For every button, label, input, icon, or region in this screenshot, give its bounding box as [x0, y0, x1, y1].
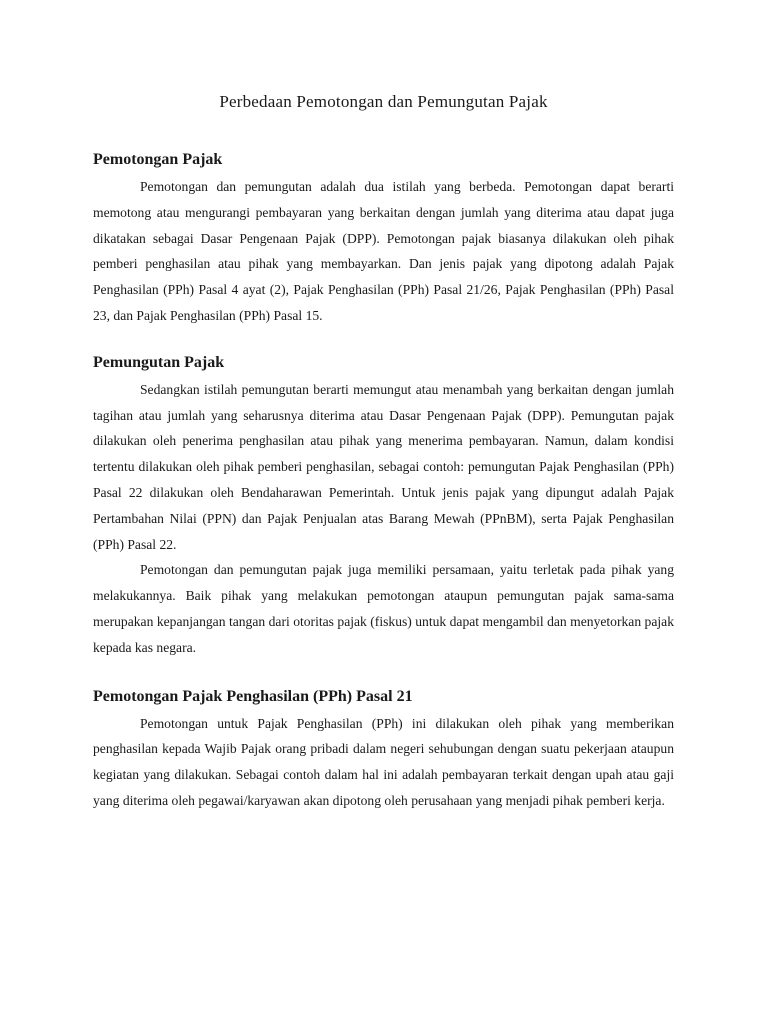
paragraph: Pemotongan untuk Pajak Penghasilan (PPh) ini dilakukan oleh pihak yang memberikan penghasilan kepada Wajib Pajak orang pribadi dalam negeri sehubungan dengan suatu pekerjaan ataupun kegiatan yang dilakukan. Sebagai contoh dalam hal ini adalah pembayaran terkait dengan upah atau gaji yang diterima oleh pegawai/karyawan akan dipotong oleh perusahaan yang menjadi pihak pemberi kerja. — [93, 715, 674, 808]
paragraph: Pemotongan dan pemungutan adalah dua istilah yang berbeda. Pemotongan dapat berarti memotong atau mengurangi pembayaran yang berkaitan dengan jumlah yang diterima atau dapat juga dikatakan sebagai Dasar Pengenaan Pajak (DPP). Pemotongan pajak biasanya dilakukan oleh pihak pemberi penghasilan atau pihak yang membayarkan. Dan jenis pajak yang dipotong adalah Pajak Penghasilan (PPh) Pasal 4 ayat (2), Pajak Penghasilan (PPh) Pasal 21/26, Pajak Penghasilan (PPh) Pasal 23, dan Pajak Penghasilan (PPh) Pasal 15. — [93, 179, 674, 323]
section-heading: Pemotongan Pajak Penghasilan (PPh) Pasal 21 — [93, 687, 413, 705]
section-heading: Pemotongan Pajak — [93, 151, 223, 168]
paragraph: Sedangkan istilah pemungutan berarti memungut atau menambah yang berkaitan dengan jumlah tagihan atau jumlah yang seharusnya diterima atau Dasar Pengenaan Pajak (DPP). Pemungutan pajak dilakukan oleh penerima penghasilan atau pihak yang menerima pembayaran. Namun, dalam kondisi tertentu dilakukan oleh pihak pemberi penghasilan, sebagai contoh: pemungutan Pajak Penghasilan (PPh) Pasal 22 dilakukan oleh Bendaharawan Pemerintah. Untuk jenis pajak yang dipungut adalah Pajak Pertambahan Nilai (PPN) dan Pajak Penjualan atas Barang Mewah (PPnBM), serta Pajak Penghasilan (PPh) Pasal 22. — [93, 381, 674, 552]
section-pph-pasal-21 — [93, 688, 674, 814]
section-pemungutan-pajak — [93, 354, 674, 661]
document-title: Perbedaan Pemotongan dan Pemungutan Pajak — [219, 92, 548, 111]
document-page — [93, 92, 674, 839]
paragraph: Pemotongan dan pemungutan pajak juga memiliki persamaan, yaitu terletak pada pihak yang melakukannya. Baik pihak yang melakukan pemotongan ataupun pemungutan pajak sama-sama merupakan kepanjangan tangan dari otoritas pajak (fiskus) untuk dapat mengambil dan menyetorkan pajak kepada kas negara. — [93, 562, 674, 655]
section-pemotongan-pajak — [93, 151, 674, 329]
section-heading: Pemungutan Pajak — [93, 353, 225, 371]
